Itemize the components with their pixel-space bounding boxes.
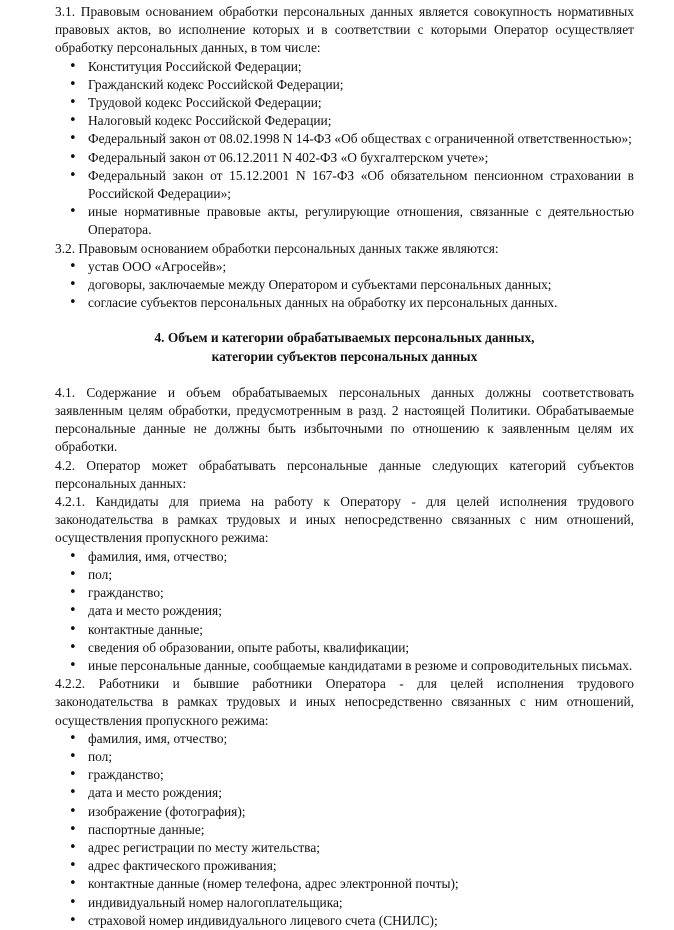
list-item: • паспортные данные; — [88, 821, 634, 839]
other-grounds-list — [55, 258, 634, 313]
list-item: • Федеральный закон от 06.12.2011 N 402-ФЗ «О бухгалтерском учете»; — [88, 149, 634, 167]
list-item: • гражданство; — [88, 584, 634, 602]
paragraph-4-2-1: 4.2.1. Кандидаты для приема на работу к Оператору - для целей исполнения трудового законодательства в рамках трудовых и иных непосредственно связанных с ним отношений, осуществления пропускного режима: — [55, 494, 634, 546]
list-item: • Трудовой кодекс Российской Федерации; — [88, 94, 634, 112]
list-item: • устав ООО «Агросейв»; — [88, 258, 634, 276]
list-item: • иные нормативные правовые акты, регулирующие отношения, связанные с деятельностью Оператора. — [88, 203, 634, 239]
paragraph-4-2: 4.2. Оператор может обрабатывать персональные данные следующих категорий субъектов персональных данных: — [55, 457, 634, 491]
paragraph-4-1: 4.1. Содержание и объем обрабатываемых персональных данных должны соответствовать заявленным целям обработки, предусмотренным в разд. 2 настоящей Политики. Обрабатываемые персональные данные не должны быть избыточными по отношению к заявленным целям их обработки. — [55, 384, 634, 455]
list-item: • контактные данные; — [88, 621, 634, 639]
list-item: • Конституция Российской Федерации; — [88, 58, 634, 76]
list-item: • Налоговый кодекс Российской Федерации; — [88, 112, 634, 130]
candidates-data-list — [55, 548, 634, 675]
list-item: • индивидуальный номер налогоплательщика; — [88, 894, 634, 912]
list-item: • иные персональные данные, сообщаемые кандидатами в резюме и сопроводительных письмах. — [88, 657, 634, 675]
list-item: • изображение (фотография); — [88, 803, 634, 821]
list-item: • дата и место рождения; — [88, 602, 634, 620]
list-item: • адрес фактического проживания; — [88, 857, 634, 875]
paragraph-4-2-2: 4.2.2. Работники и бывшие работники Оператора - для целей исполнения трудового законодательства в рамках трудовых и иных непосредственно связанных с ним отношений, осуществления пропускного режима: — [55, 676, 634, 728]
employees-data-list — [55, 730, 634, 930]
section-4-heading — [55, 329, 634, 365]
list-item: • гражданство; — [88, 766, 634, 784]
list-item: • дата и место рождения; — [88, 784, 634, 802]
list-item: • фамилия, имя, отчество; — [88, 730, 634, 748]
list-item: • договоры, заключаемые между Оператором и субъектами персональных данных; — [88, 276, 634, 294]
legal-acts-list — [55, 58, 634, 240]
list-item: • согласие субъектов персональных данных на обработку их персональных данных. — [88, 294, 634, 312]
list-item: • фамилия, имя, отчество; — [88, 548, 634, 566]
list-item: • страховой номер индивидуального лицевого счета (СНИЛС); — [88, 912, 634, 930]
section-4-heading-line-1: 4. Объем и категории обрабатываемых персональных данных, — [154, 330, 535, 346]
list-item: • Федеральный закон от 15.12.2001 N 167-ФЗ «Об обязательном пенсионном страховании в Российской Федерации»; — [88, 167, 634, 203]
list-item: • адрес регистрации по месту жительства; — [88, 839, 634, 857]
list-item: • контактные данные (номер телефона, адрес электронной почты); — [88, 875, 634, 893]
list-item: • сведения об образовании, опыте работы, квалификации; — [88, 639, 634, 657]
paragraph-3-1: 3.1. Правовым основанием обработки персональных данных является совокупность нормативных правовых актов, во исполнение которых и в соответствии с которыми Оператор осуществляет обработку персональных данных, в том числе: — [55, 4, 634, 56]
list-item: • пол; — [88, 748, 634, 766]
list-item: • Федеральный закон от 08.02.1998 N 14-ФЗ «Об обществах с ограниченной ответственностью»; — [88, 130, 634, 148]
section-4-heading-line-2: категории субъектов персональных данных — [211, 348, 478, 364]
list-item: • Гражданский кодекс Российской Федерации; — [88, 76, 634, 94]
list-item: • пол; — [88, 566, 634, 584]
paragraph-3-2: 3.2. Правовым основанием обработки персональных данных также являются: — [55, 240, 499, 256]
